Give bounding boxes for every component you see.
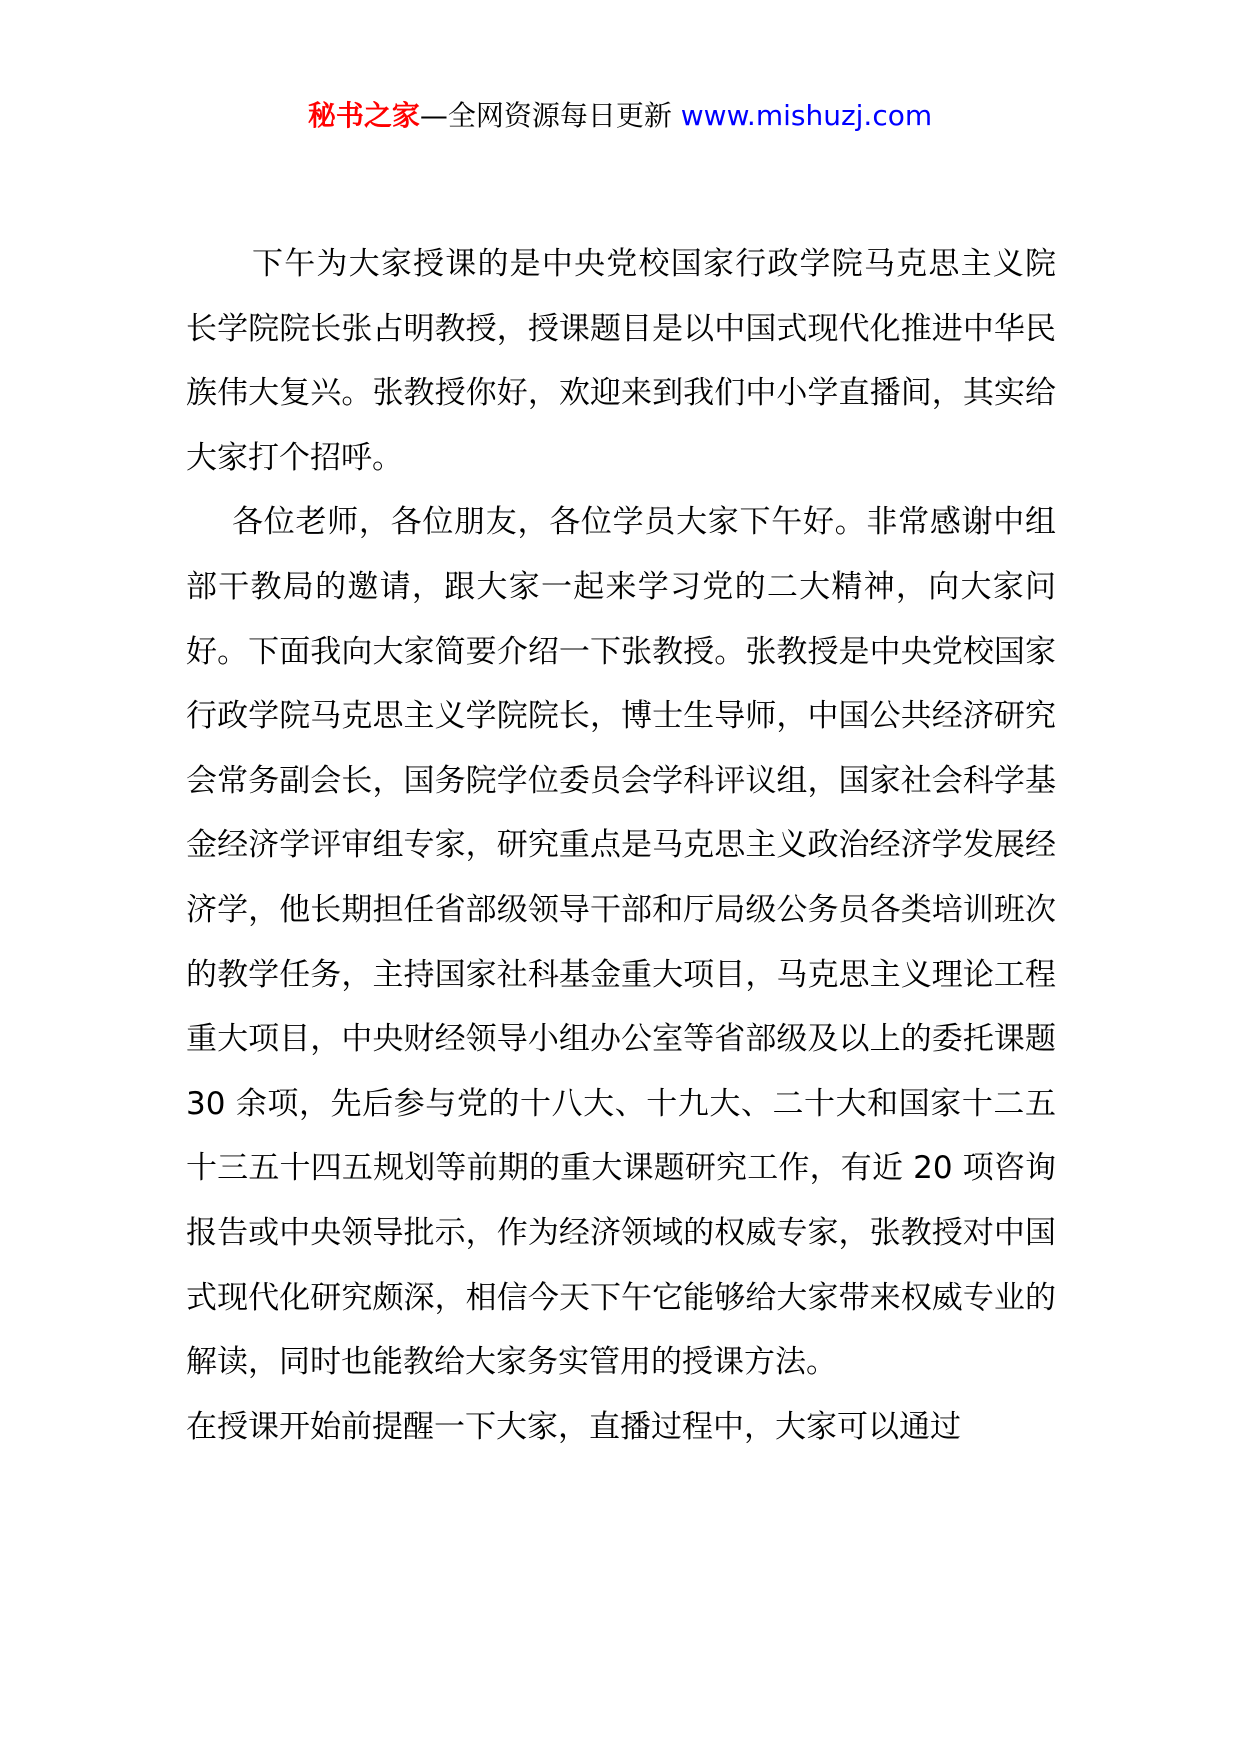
site-brand: 秘书之家	[307, 99, 420, 132]
site-slogan: —全网资源每日更新	[419, 99, 681, 132]
site-url-link[interactable]: www.mishuzj.com	[680, 99, 933, 132]
paragraph-reminder: 在授课开始前提醒一下大家，直播过程中，大家可以通过	[186, 1408, 961, 1445]
document-body	[186, 232, 1056, 1459]
paragraph-speaker-bio: 各位老师，各位朋友，各位学员大家下午好。非常感谢中组部干教局的邀请，跟大家一起来学习党的二大精神，向大家问好。下面我向大家简要介绍一下张教授。张教授是中央党校国家行政学院马克思主义学院院长，博士生导师，中国公共经济研究会常务副会长，国务院学位委员会学科评议组，国家社会科学基金经济学评审组专家，研究重点是马克思主义政治经济学发展经济学，他长期担任省部级领导干部和厅局级公务员各类培训班次的教学任务，主持国家社科基金重大项目，马克思主义理论工程重大项目，中央财经领导小组办公室等省部级及以上的委托课题 30 余项，先后参与党的十八大、十九大、二十大和国家十二五十三五十四五规划等前期的重大课题研究工作，有近 20 项咨询报告或中央领导批示，作为经济领域的权威专家，张教授对中国式现代化研究颇深，相信今天下午它能够给大家带来权威专业的解读，同时也能教给大家务实管用的授课方法。	[186, 504, 1056, 1381]
site-header	[0, 96, 1240, 136]
paragraph-intro: 下午为大家授课的是中央党校国家行政学院马克思主义院长学院院长张占明教授，授课题目是以中国式现代化推进中华民族伟大复兴。张教授你好，欢迎来到我们中小学直播间，其实给大家打个招呼。	[186, 246, 1056, 476]
